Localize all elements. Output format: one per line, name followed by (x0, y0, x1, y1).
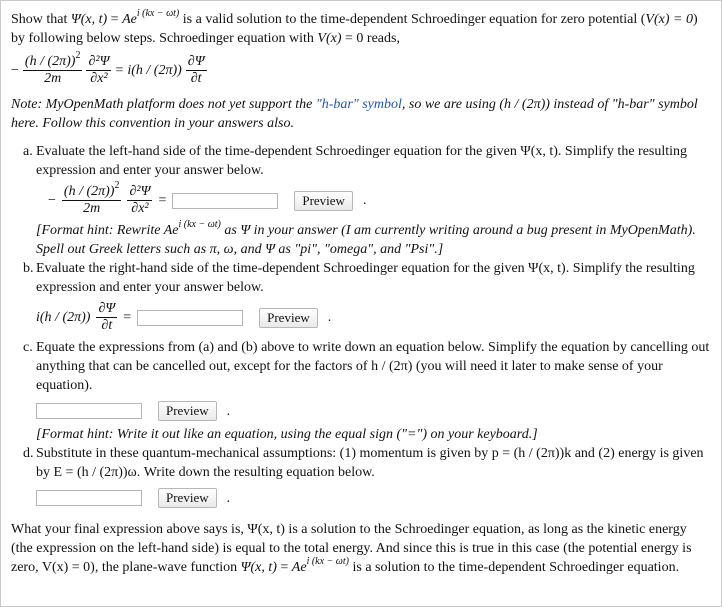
part-b-preview-button[interactable]: Preview (259, 308, 318, 328)
conclusion-text-1: What your final expression above says is, Ψ(x, t) is a solution to the Schroedinger equation, as long as the kinetic energy (the expression on the left-hand side) is equal to the total energy. And since this is true in this case (the potential energy is zero, V(x) = 0), the plane-wave function (11, 522, 692, 575)
part-b-i-h2pi: i(h / (2π)) (36, 310, 91, 325)
equation-equal: = (115, 63, 124, 78)
part-c-answer-row (36, 401, 711, 421)
note-text-2: , so we are using (h / (2π)) instead of "h-bar" symbol here. Follow this convention in your answers also. (11, 97, 698, 131)
part-a-hint (36, 221, 711, 259)
part-a-h-fraction (62, 180, 122, 217)
v-x: V(x) (317, 31, 342, 46)
part-d (11, 444, 711, 508)
hbar-note (11, 95, 711, 133)
d2psi: ∂²Ψ (88, 54, 110, 69)
part-d-text: Substitute in these quantum-mechanical assumptions: (1) momentum is given by p = (h / (2π))k and (2) energy is given by E = (h / (2π))ω. Write down the resulting equation below. (36, 446, 704, 480)
part-d-answer-input[interactable] (36, 490, 142, 506)
part-c-hint: [Format hint: Write it out like an equation, using the equal sign ("=") on your keyboard.] (36, 427, 538, 442)
minus-sign: − (11, 63, 19, 78)
part-a-two-m: 2m (83, 201, 101, 216)
question-content (11, 10, 711, 577)
part-a-hint-2: as Ψ in your answer (I am currently writing around a bug present in MyOpenMath). Spell out Greek letters such as π, ω, and Ψ as "pi", "omega", and "Psi".] (36, 223, 696, 257)
amplitude-a: A (122, 12, 131, 27)
part-b-dpsi-fraction (96, 301, 117, 334)
part-d-label: d. (23, 446, 34, 461)
part-a-d2psi-fraction (127, 184, 152, 217)
conclusion-psi: Ψ(x, t) (240, 560, 277, 575)
part-b-equal: = (123, 310, 132, 325)
part-c-preview-button[interactable]: Preview (158, 401, 217, 421)
i-h2pi: i(h / (2π)) (127, 63, 182, 78)
part-d-period: . (226, 490, 231, 506)
hint-e: e (172, 223, 179, 238)
part-b-text: Evaluate the right-hand side of the time-dependent Schroedinger equation for the given Ψ(x, t). Simplify the resulting expression and enter your answer below. (36, 261, 695, 295)
dpsi-dt-fraction (186, 54, 207, 87)
hbar-link[interactable]: "h-bar" symbol (315, 97, 402, 112)
part-a-answer-row (48, 180, 711, 217)
squared: 2 (75, 50, 81, 61)
intro-text-1: Show that (11, 12, 71, 27)
dpsi: ∂Ψ (187, 54, 205, 69)
two-m: 2m (44, 71, 62, 86)
conclusion-paragraph (11, 520, 711, 577)
part-a-minus: − (48, 193, 56, 208)
part-a-squared: 2 (114, 180, 120, 191)
exp-power: i (kx − ωt) (136, 8, 180, 19)
part-b-period: . (327, 310, 332, 325)
part-c-period: . (226, 403, 231, 419)
part-a-text: Evaluate the left-hand side of the time-dependent Schroedinger equation for the given Ψ(x, t). Simplify the resulting expression and enter your answer below. (36, 144, 688, 178)
schroedinger-equation (11, 50, 711, 87)
hint-a: A (163, 223, 173, 238)
note-text-1: Note: MyOpenMath platform does not yet support the (11, 97, 316, 112)
part-b-answer-input[interactable] (137, 310, 243, 326)
part-a-equal: = (158, 193, 167, 208)
d2psi-dx2-fraction (86, 54, 111, 87)
conclusion-equal: = (280, 560, 289, 575)
part-a-h2pi: (h / (2π)) (63, 184, 115, 199)
part-a-answer-input[interactable] (172, 193, 278, 209)
h-over-2m-fraction (23, 50, 83, 87)
part-b-answer-row (36, 301, 711, 334)
conclusion-text-2: is a solution to the time-dependent Schroedinger equation. (348, 560, 680, 575)
equal-sign: = (110, 12, 119, 27)
question-parts (11, 142, 711, 508)
dt: ∂t (190, 71, 202, 86)
part-c-text: Equate the expressions from (a) and (b) above to write down an equation below. Simplify the equation by cancelling out anything that can be cancelled out, except for the factors of h / (2π) (you will need it later to make sense of your equation). (36, 340, 710, 393)
part-b-dpsi: ∂Ψ (98, 301, 116, 316)
part-a (11, 142, 711, 259)
conclusion-a: A (291, 560, 301, 575)
part-a-label: a. (23, 144, 33, 159)
intro-text-3: ) by following below steps. Schroedinger equation with (11, 12, 698, 46)
zero-tail: = 0 (345, 31, 364, 46)
part-b-dt: ∂t (101, 318, 113, 333)
exp-base: e (130, 12, 137, 27)
part-d-preview-button[interactable]: Preview (158, 488, 217, 508)
psi-xt: Ψ(x, t) (70, 12, 108, 27)
part-a-dx2: ∂x² (131, 201, 149, 216)
part-b-label: b. (23, 261, 34, 276)
part-a-preview-button[interactable]: Preview (294, 191, 353, 211)
part-a-d2psi: ∂²Ψ (129, 184, 151, 199)
intro-text-2: is a valid solution to the time-dependent Schroedinger equation for zero potential ( (179, 12, 646, 27)
part-c (11, 338, 711, 444)
v-zero: V(x) = 0 (645, 12, 693, 27)
part-a-hint-1: [Format hint: Rewrite (36, 223, 164, 238)
part-a-period: . (362, 193, 367, 208)
part-b (11, 259, 711, 334)
intro-paragraph (11, 10, 711, 48)
part-c-answer-input[interactable] (36, 403, 142, 419)
conclusion-e: e (300, 560, 307, 575)
h2pi-num: (h / (2π)) (24, 54, 76, 69)
part-d-answer-row (36, 488, 711, 508)
part-c-label: c. (23, 340, 33, 355)
conclusion-exp: i (kx − ωt) (306, 556, 349, 567)
intro-text-4: reads, (363, 31, 400, 46)
dx2: ∂x² (90, 71, 108, 86)
hint-exp: i (kx − ωt) (178, 219, 221, 230)
